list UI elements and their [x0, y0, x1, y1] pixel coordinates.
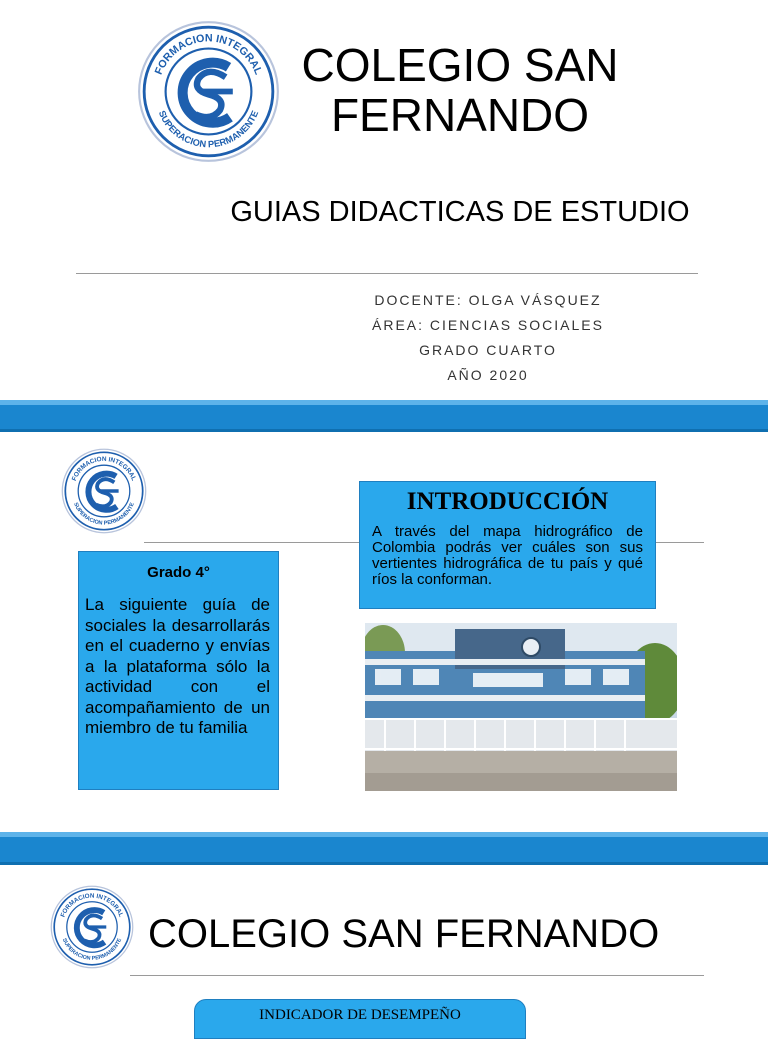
svg-text:SUPERACION PERMANENTE: SUPERACION PERMANENTE — [156, 109, 261, 150]
separator-band — [0, 832, 768, 865]
school-title-line2: FERNANDO — [330, 89, 590, 141]
performance-indicator-tab: INDICADOR DE DESEMPEÑO — [194, 999, 526, 1039]
school-title: COLEGIO SAN FERNANDO — [148, 912, 660, 956]
introduction-text: A través del mapa hidrográfico de Colombia podrás ver cuáles son sus vertientes hidrográfica de tu país y qué ríos la conforman. — [372, 523, 643, 588]
school-logo-icon — [137, 20, 280, 163]
school-logo-icon — [50, 885, 134, 969]
svg-text:FORMACION INTEGRAL: FORMACION INTEGRAL — [59, 892, 125, 919]
separator-band — [0, 400, 768, 432]
year-label: AÑO 2020 — [447, 367, 529, 383]
svg-text:SUPERACION PERMANENTE: SUPERACION PERMANENTE — [72, 501, 136, 527]
grade-label: GRADO CUARTO — [419, 342, 557, 358]
school-logo-icon — [61, 448, 147, 534]
divider — [76, 273, 698, 274]
introduction-box — [359, 481, 656, 609]
area-label: ÁREA: CIENCIAS SOCIALES — [372, 317, 604, 333]
introduction-title: INTRODUCCIÓN — [406, 488, 609, 515]
divider — [130, 975, 704, 976]
school-building-photo — [365, 623, 677, 791]
grade-title: Grado 4° — [147, 564, 210, 581]
slide-cover — [0, 0, 768, 400]
grade-instructions: La siguiente guía de sociales la desarrollarás en el cuaderno y envías a la plataforma sólo la actividad con el acompañamiento de un miembro de tu familia — [85, 595, 270, 737]
svg-text:FORMACION INTEGRAL: FORMACION INTEGRAL — [70, 455, 138, 482]
svg-text:FORMACION INTEGRAL: FORMACION INTEGRAL — [152, 32, 265, 77]
subtitle: GUIAS DIDACTICAS DE ESTUDIO — [230, 196, 690, 228]
grade-box — [78, 551, 279, 790]
teacher-label: DOCENTE: OLGA VÁSQUEZ — [374, 292, 602, 308]
school-title-line1: COLEGIO SAN — [301, 39, 619, 91]
svg-text:SUPERACION PERMANENTE: SUPERACION PERMANENTE — [60, 937, 124, 962]
school-title — [300, 40, 620, 140]
